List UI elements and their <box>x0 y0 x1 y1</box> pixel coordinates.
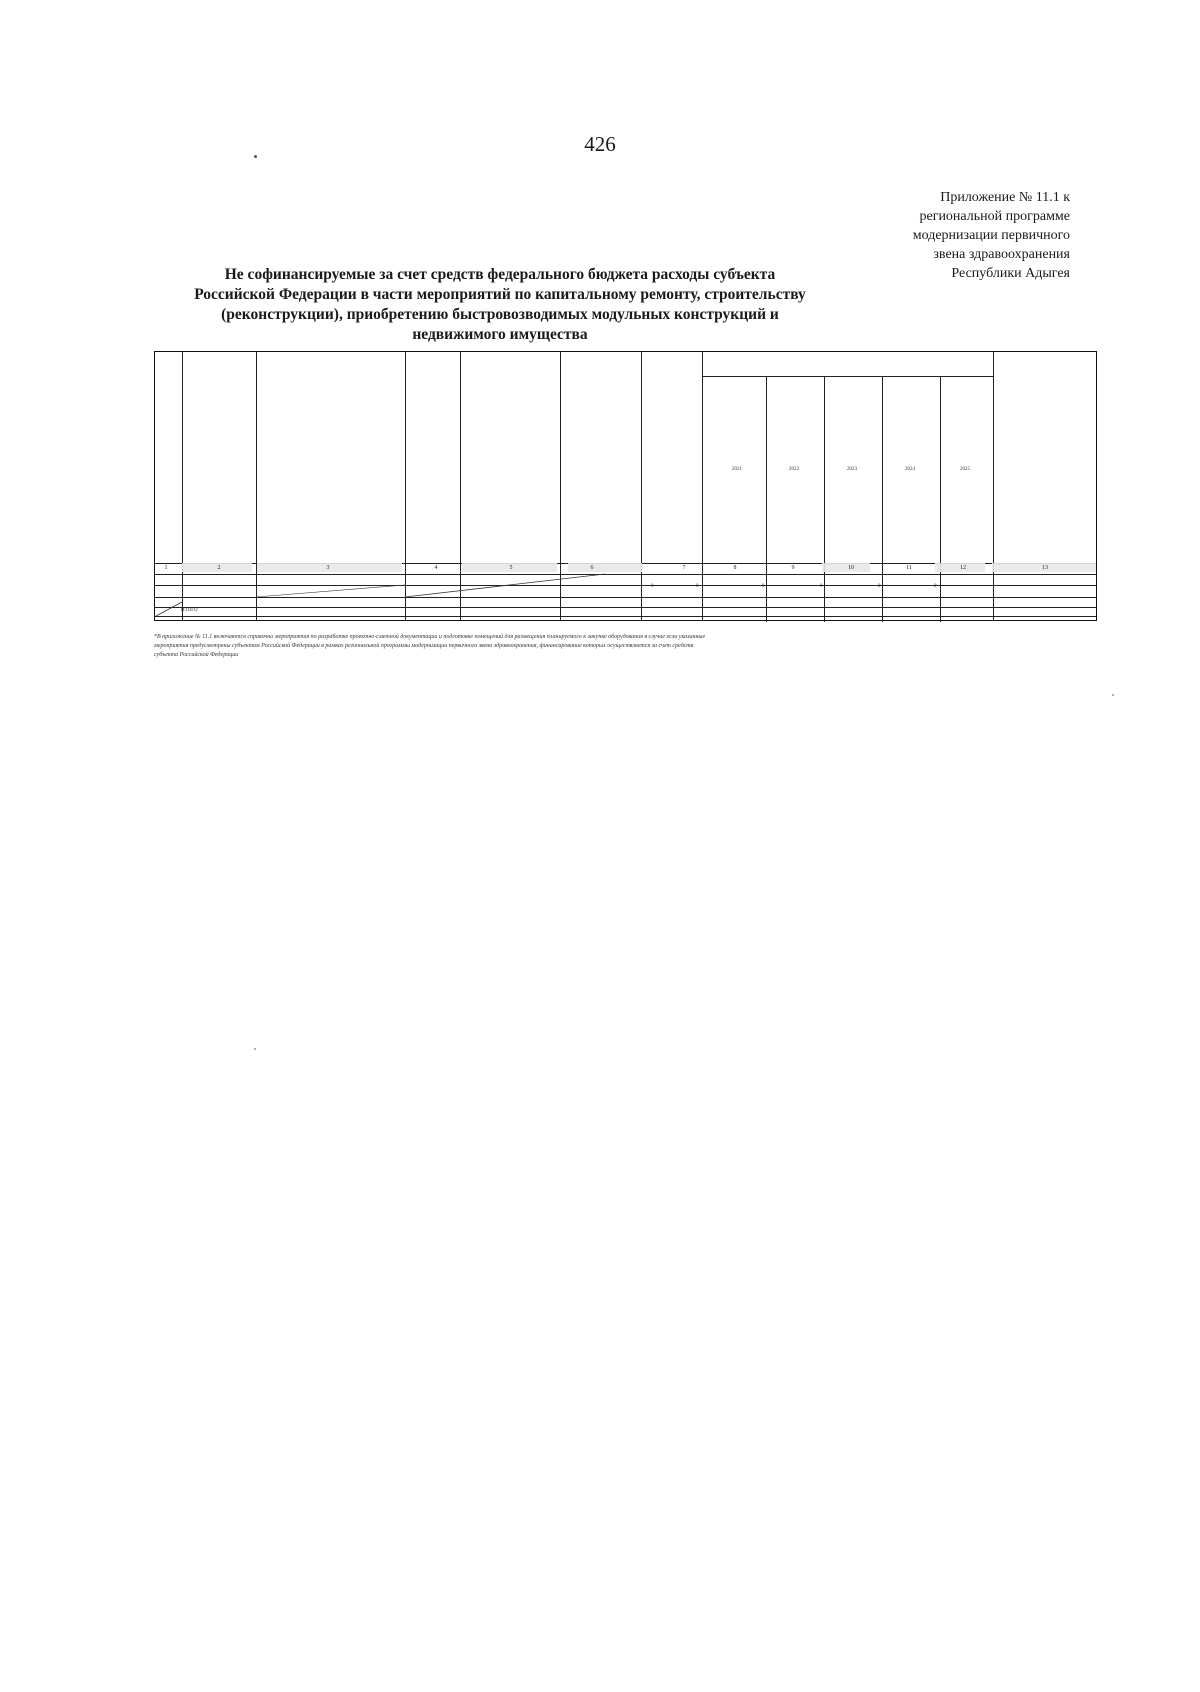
appendix-note-line: Республики Адыгея <box>951 266 1070 281</box>
document-title <box>150 265 850 345</box>
scan-speck <box>254 1048 256 1050</box>
column-number: 10 <box>848 565 854 571</box>
title-line: недвижимого имущества <box>412 326 588 343</box>
page-number: 426 <box>584 132 616 156</box>
column-number: 6 <box>590 565 594 571</box>
column-number: 12 <box>960 565 966 571</box>
title-line: (реконструкции), приобретению быстровозводимых модульных конструкций и <box>221 306 779 323</box>
column-number: 2 <box>217 565 221 571</box>
column-number: 7 <box>682 565 686 571</box>
column-number: 1 <box>164 565 168 571</box>
year-2021: 2021 <box>732 467 742 472</box>
appendix-note-line: звена здравоохранения <box>933 247 1070 262</box>
title-line: Российской Федерации в части мероприятий по капитальному ремонту, строительству <box>194 286 806 303</box>
appendix-note-line: модернизации первичного <box>912 228 1070 243</box>
footnote-line: мероприятия предусмотрены субъектом Российской Федерации в рамках региональной программы модернизации первичного звена здравоохранения, финансирование которых осуществляется за счет средств <box>154 643 694 649</box>
row-value: 0 <box>934 584 937 589</box>
footnote-line: *В приложение № 11.1 включаются справочно мероприятия по разработке проектно-сметной документации и подготовке помещений для размещения планируемого к закупке оборудования в случае если указанные <box>154 634 706 640</box>
scan-speck <box>1112 694 1114 696</box>
appendix-note <box>870 188 1070 283</box>
year-2025: 2025 <box>960 467 970 472</box>
column-number: 5 <box>509 565 513 571</box>
total-label: ИТОГО <box>181 608 198 613</box>
row-value: 0 <box>820 584 823 589</box>
column-number: 8 <box>733 565 737 571</box>
year-2024: 2024 <box>905 467 915 472</box>
column-number: 13 <box>1042 565 1048 571</box>
expenses-table <box>154 351 1097 621</box>
scan-speck <box>254 155 257 158</box>
appendix-note-line: региональной программе <box>919 209 1070 224</box>
table-diagonals <box>155 352 1098 622</box>
column-number: 4 <box>434 565 438 571</box>
row-value: 0 <box>762 584 765 589</box>
year-2022: 2022 <box>789 467 799 472</box>
row-value: 0 <box>696 584 699 589</box>
row-value: 0 <box>878 584 881 589</box>
footnote-line: субъекта Российской Федерации <box>154 652 239 658</box>
column-number: 11 <box>906 565 912 571</box>
footnote <box>154 633 974 660</box>
year-2023: 2023 <box>847 467 857 472</box>
appendix-note-line: Приложение № 11.1 к <box>940 190 1070 205</box>
row-value: 0 <box>651 584 654 589</box>
column-number: 3 <box>326 565 330 571</box>
column-number: 9 <box>791 565 795 571</box>
title-line: Не софинансируемые за счет средств федерального бюджета расходы субъекта <box>224 266 776 283</box>
